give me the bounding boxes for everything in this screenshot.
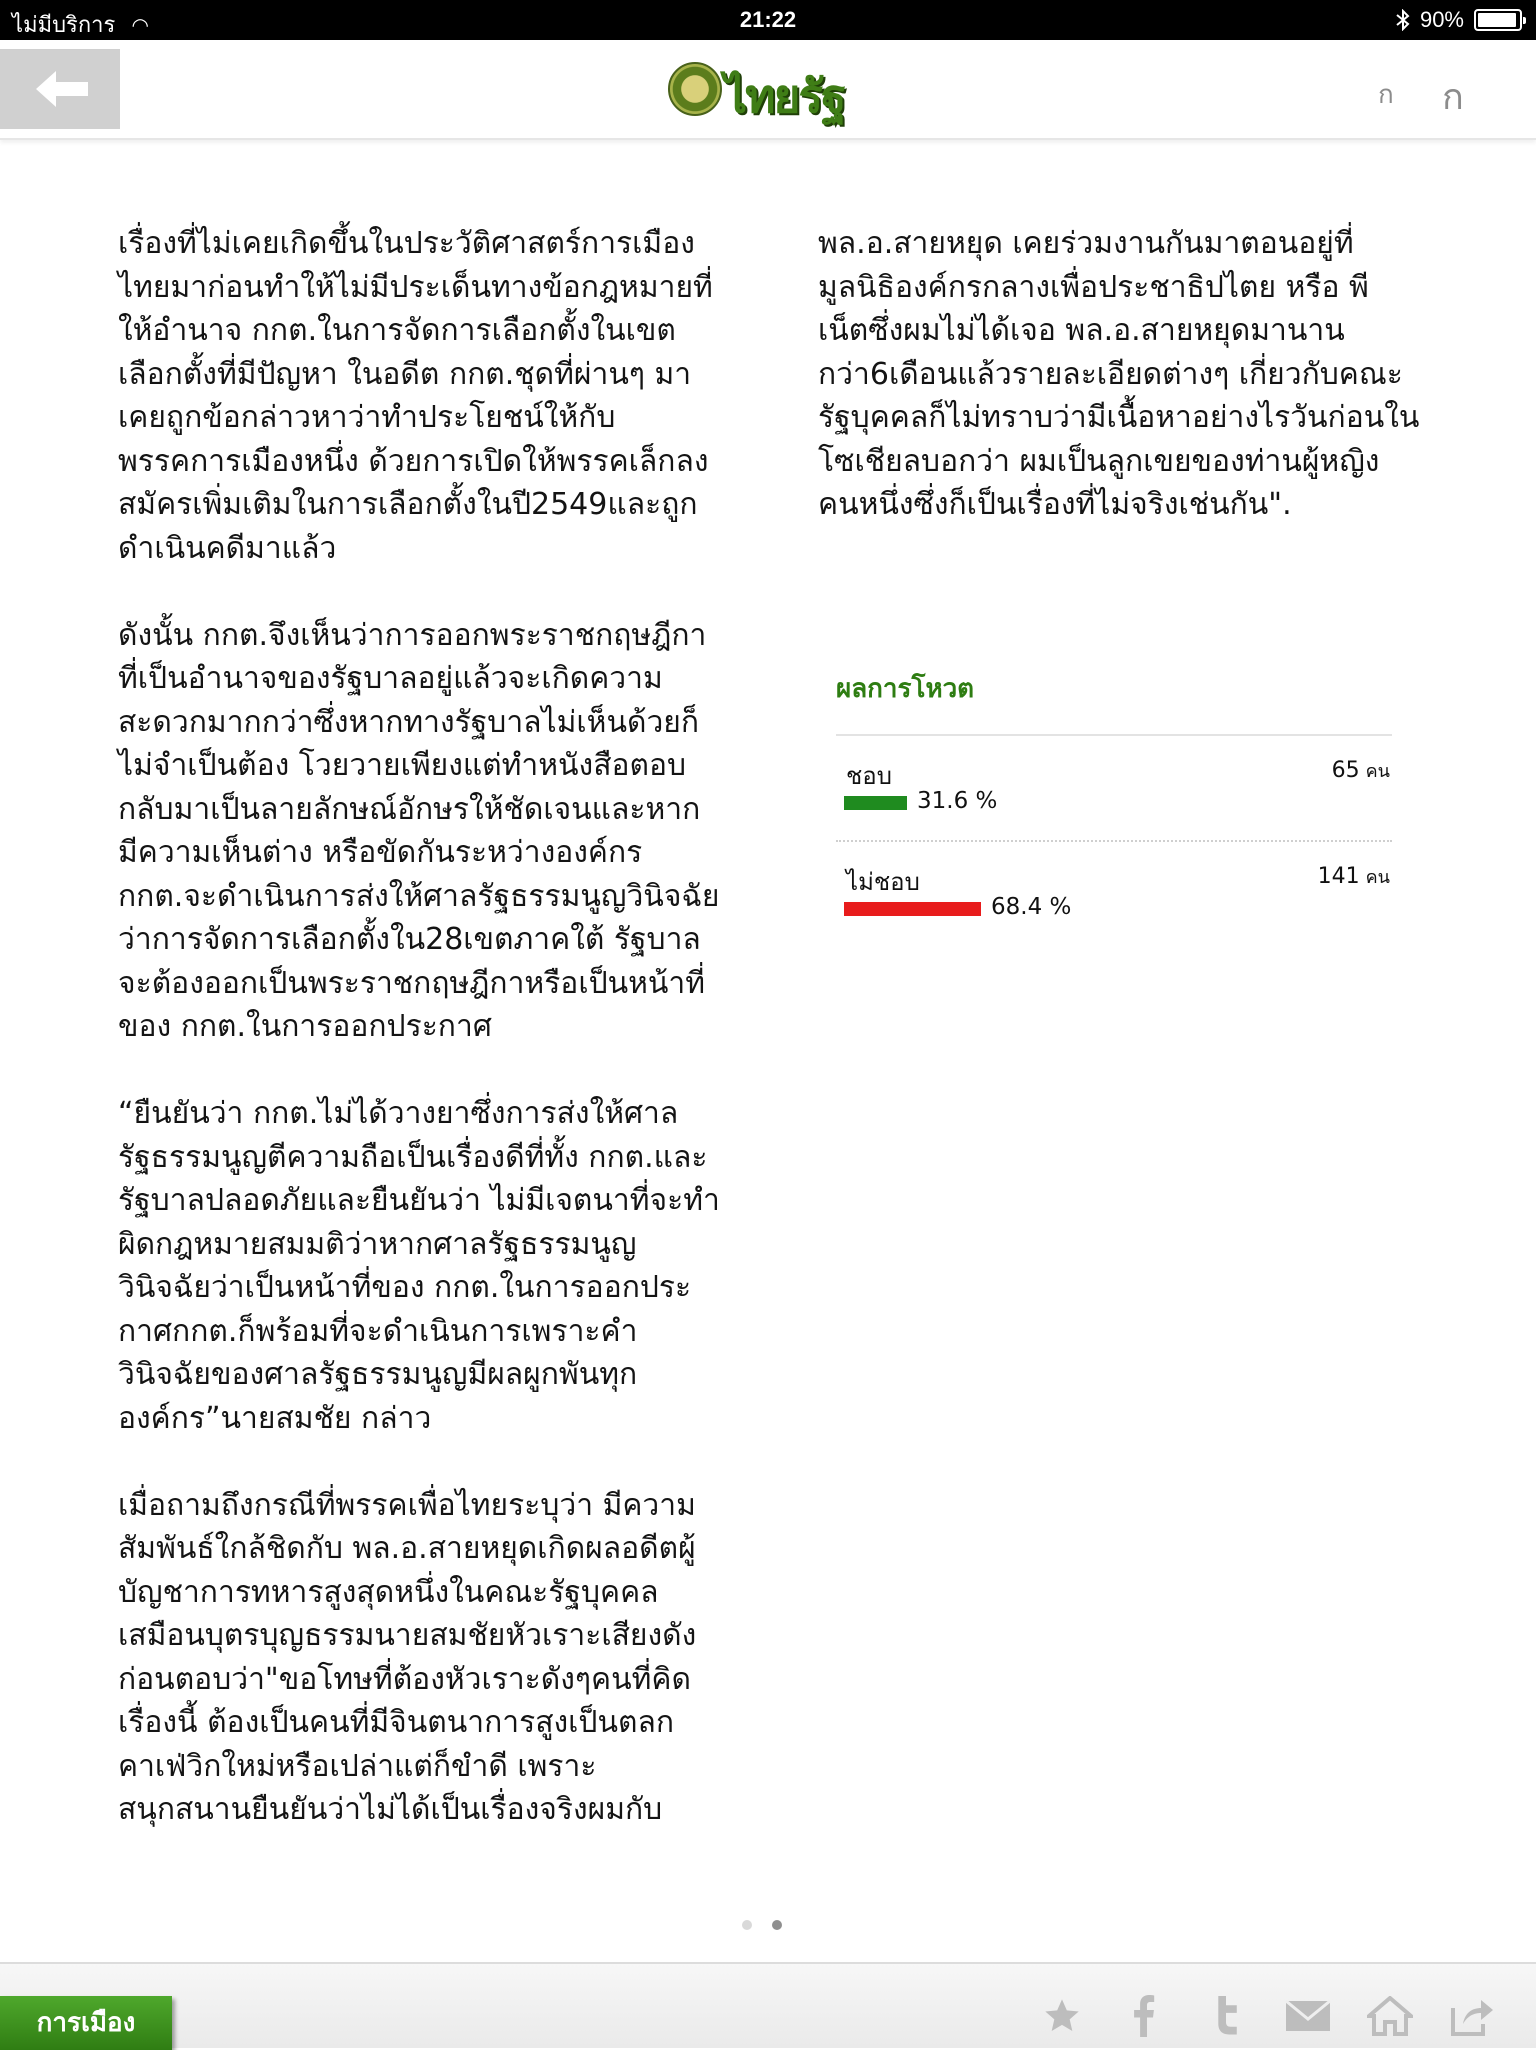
article-paragraph bbox=[818, 222, 1428, 527]
article-text-line: เรื่องที่ไม่เคยเกิดขึ้นในประวัติศาสตร์การเมือง bbox=[118, 226, 695, 261]
article-text-line: กว่า6เดือนแล้วรายละเอียดต่างๆ เกี่ยวกับคณะ bbox=[818, 356, 1403, 392]
poll-option-count: 65 คน bbox=[1331, 758, 1390, 783]
article-text-line: ดำเนินคดีมาแล้ว bbox=[118, 530, 337, 566]
poll-option-label: ชอบ bbox=[846, 762, 892, 790]
article-left-column bbox=[118, 222, 728, 1875]
article-text-line: รัฐบาลปลอดภัยและยืนยันว่า ไม่มีเจตนาที่จะทำ bbox=[118, 1183, 720, 1218]
article-text-line: “ยืนยันว่า กกต.ไม่ได้วางยาซึ่งการส่งให้ศาล bbox=[118, 1096, 679, 1131]
article-text-line: รัฐธรรมนูญตีความถือเป็นเรื่องดีที่ทั้ง กกต.และ bbox=[118, 1139, 708, 1175]
poll-bar bbox=[844, 796, 907, 810]
page-indicator bbox=[742, 1920, 782, 1930]
poll-option-dislike bbox=[836, 842, 1392, 948]
back-button[interactable] bbox=[0, 49, 120, 129]
article-paragraph bbox=[118, 222, 728, 570]
article-text-line: เสมือนบุตรบุญธรรมนายสมชัยหัวเราะเสียงดัง bbox=[118, 1618, 697, 1653]
back-arrow-icon bbox=[36, 71, 88, 107]
status-bar bbox=[0, 0, 1536, 40]
article-text-line: ผิดกฎหมายสมมติว่าหากศาลรัฐธรรมนูญ bbox=[118, 1226, 637, 1262]
article-text-line: ว่าการจัดการเลือกตั้งใน28เขตภาคใต้ รัฐบาล bbox=[118, 922, 701, 957]
poll-option-count: 141 คน bbox=[1317, 864, 1390, 889]
article-text-line: วินิจฉัยของศาลรัฐธรรมนูญมีผลผูกพันทุก bbox=[118, 1357, 638, 1392]
clock: 21:22 bbox=[739, 7, 797, 32]
article-text-line: เมื่อถามถึงกรณีที่พรรคเพื่อไทยระบุว่า มีความ bbox=[118, 1487, 696, 1523]
page-dot-2[interactable] bbox=[772, 1920, 782, 1930]
poll-option-label: ไม่ชอบ bbox=[846, 868, 920, 896]
page-dot-1[interactable] bbox=[742, 1920, 752, 1930]
article-right-column bbox=[818, 222, 1428, 570]
article-text-line: เคยถูกข้อกล่าวหาว่าทำประโยชน์ให้กับ bbox=[118, 400, 616, 435]
article-text-line: คนหนึ่งซึ่งก็เป็นเรื่องที่ไม่จริงเช่นกัน". bbox=[818, 487, 1292, 522]
article-text-line: บัญชาการทหารสูงสุดหนึ่งในคณะรัฐบุคคล bbox=[118, 1574, 659, 1610]
carrier-label: ไม่มีบริการ bbox=[12, 12, 116, 37]
article-text-line: เน็ตซึ่งผมไม่ได้เจอ พล.อ.สายหยุดมานาน bbox=[818, 313, 1345, 348]
article-text-line: มีความเห็นต่าง หรือขัดกันระหว่างองค์กร bbox=[118, 835, 643, 870]
bottom-toolbar bbox=[0, 1962, 1536, 2048]
article-text-line: องค์กร”นายสมชัย กล่าว bbox=[118, 1400, 432, 1436]
bluetooth-icon bbox=[1396, 9, 1410, 31]
article-text-line: ดังนั้น กกต.จึงเห็นว่าการออกพระราชกฤษฎีกา bbox=[118, 617, 707, 653]
category-tag[interactable]: การเมือง bbox=[0, 1996, 172, 2050]
poll-option-percent: 31.6 % bbox=[917, 788, 998, 814]
article-text-line: คาเฟ่วิกใหม่หรือเปล่าแต่ก็ขำดี เพราะ bbox=[118, 1748, 597, 1784]
poll-option-percent: 68.4 % bbox=[991, 894, 1072, 920]
twitter-icon[interactable] bbox=[1202, 1994, 1250, 2038]
font-size-decrease-button[interactable]: ก bbox=[1378, 80, 1394, 110]
article-text-line: จะต้องออกเป็นพระราชกฤษฎีกาหรือเป็นหน้าที่ bbox=[118, 965, 706, 1001]
article-text-line: ที่เป็นอำนาจของรัฐบาลอยู่แล้วจะเกิดความ bbox=[118, 661, 663, 696]
font-size-increase-button[interactable]: ก bbox=[1442, 77, 1464, 118]
article-paragraph bbox=[118, 1092, 728, 1440]
star-icon[interactable] bbox=[1038, 1994, 1086, 2038]
article-text-line: สัมพันธ์ใกล้ชิดกับ พล.อ.สายหยุดเกิดผลอดีตผู้ bbox=[118, 1531, 696, 1566]
article-text-line: ก่อนตอบว่า"ขอโทษที่ต้องหัวเราะดังๆคนที่คิด bbox=[118, 1661, 691, 1697]
article-text-line: ไม่จำเป็นต้อง โวยวายเพียงแต่ทำหนังสือตอบ bbox=[118, 748, 687, 783]
mail-icon[interactable] bbox=[1284, 1994, 1332, 2038]
article-text-line: ของ กกต.ในการออกประกาศ bbox=[118, 1009, 492, 1044]
article-text-line: รัฐบุคคลก็ไม่ทราบว่ามีเนื้อหาอย่างไรวันก่อนใน bbox=[818, 400, 1420, 435]
article-text-line: ไทยมาก่อนทำให้ไม่มีประเด็นทางข้อกฎหมายที่ bbox=[118, 269, 713, 305]
facebook-icon[interactable] bbox=[1120, 1994, 1168, 2038]
article-text-line: สะดวกมากกว่าซึ่งหากทางรัฐบาลไม่เห็นด้วยก็ bbox=[118, 704, 700, 740]
thairath-logo[interactable] bbox=[668, 56, 878, 126]
action-icons bbox=[1038, 1994, 1496, 2038]
share-icon[interactable] bbox=[1448, 1994, 1496, 2038]
article-text-line: เลือกตั้งที่มีปัญหา ในอดีต กกต.ชุดที่ผ่านๆ มา bbox=[118, 356, 692, 392]
article-text-line: สมัครเพิ่มเติมในการเลือกตั้งในปี2549และถูก bbox=[118, 487, 698, 522]
article-text-line: โซเชียลบอกว่า ผมเป็นลูกเขยของท่านผู้หญิง bbox=[818, 443, 1380, 479]
battery-icon bbox=[1474, 9, 1522, 31]
article-text-line: กลับมาเป็นลายลักษณ์อักษรให้ชัดเจนและหาก bbox=[118, 791, 701, 827]
poll-results bbox=[836, 666, 1392, 948]
poll-option-like bbox=[836, 736, 1392, 842]
battery-percent: 90% bbox=[1419, 7, 1464, 32]
article-text-line: พรรคการเมืองหนึ่ง ด้วยการเปิดให้พรรคเล็กลง bbox=[118, 443, 709, 479]
status-right bbox=[1396, 7, 1522, 33]
wifi-icon: ◠ bbox=[131, 15, 149, 37]
logo-wordmark: ไทยรัฐ bbox=[724, 69, 845, 123]
poll-title: ผลการโหวต bbox=[836, 666, 1392, 736]
article-paragraph bbox=[118, 1484, 728, 1832]
logo-emblem-icon bbox=[668, 62, 722, 116]
article-text-line: เรื่องนี้ ต้องเป็นคนที่มีจินตนาการสูงเป็นตลก bbox=[118, 1705, 674, 1740]
article-text-line: มูลนิธิองค์กรกลางเพื่อประชาธิปไตย หรือ พี bbox=[818, 269, 1369, 305]
article-text-line: วินิจฉัยว่าเป็นหน้าที่ของ กกต.ในการออกประ bbox=[118, 1270, 692, 1305]
article-text-line: กาศกกต.ก็พร้อมที่จะดำเนินการเพราะคำ bbox=[118, 1313, 638, 1349]
home-icon[interactable] bbox=[1366, 1994, 1414, 2038]
article-text-line: พล.อ.สายหยุด เคยร่วมงานกันมาตอนอยู่ที่ bbox=[818, 226, 1354, 261]
article-text-line: ให้อำนาจ กกต.ในการจัดการเลือกตั้งในเขต bbox=[118, 313, 676, 348]
article-text-line: กกต.จะดำเนินการส่งให้ศาลรัฐธรรมนูญวินิจฉัย bbox=[118, 878, 720, 914]
top-navigation-bar bbox=[0, 40, 1536, 140]
poll-bar bbox=[844, 902, 981, 916]
article-paragraph bbox=[118, 614, 728, 1049]
article-text-line: สนุกสนานยืนยันว่าไม่ได้เป็นเรื่องจริงผมกับ bbox=[118, 1792, 663, 1827]
